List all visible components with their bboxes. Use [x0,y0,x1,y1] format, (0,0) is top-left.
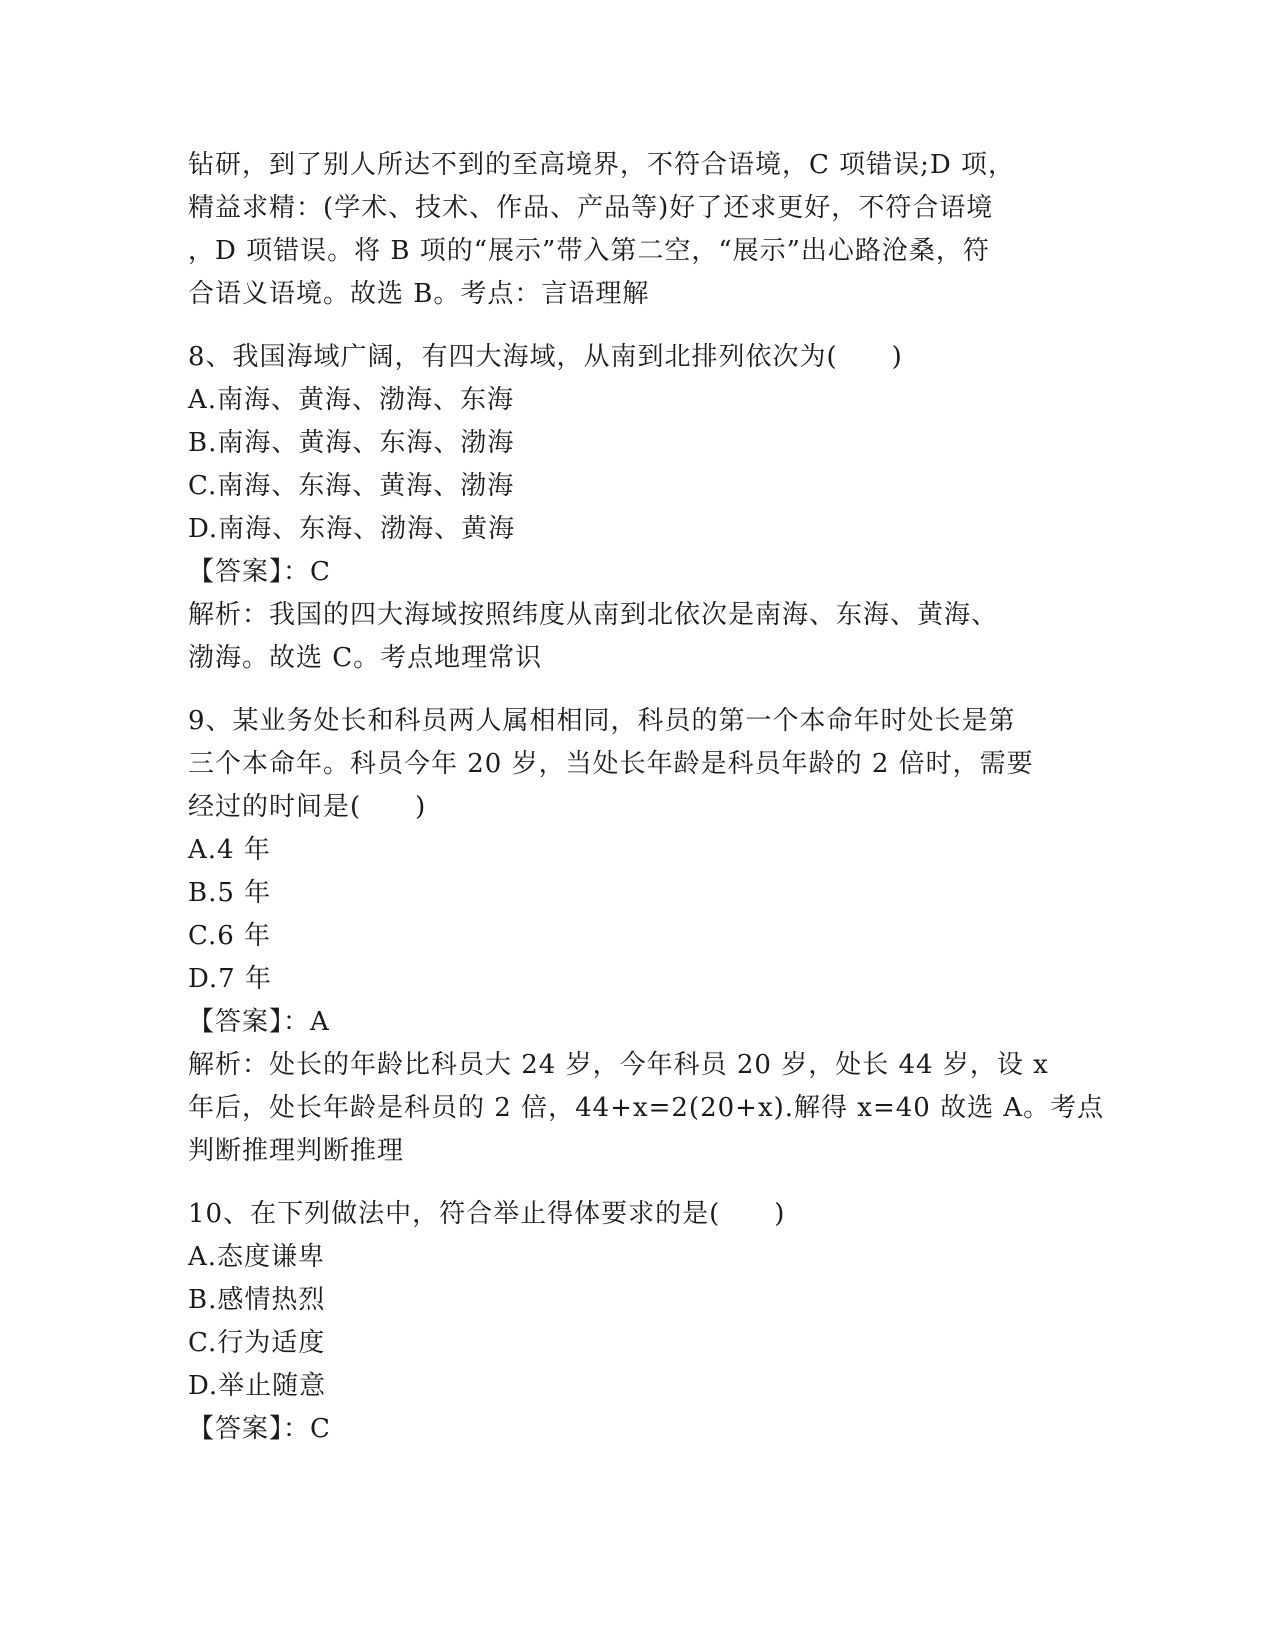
analysis-line: 渤海。故选 C。考点地理常识 [188,643,543,673]
analysis-line: 解析：我国的四大海域按照纬度从南到北依次是南海、东海、黄海、 [188,600,999,630]
option-d: D.举止随意 [188,1371,327,1401]
option-c: C.南海、东海、黄海、渤海 [188,471,515,501]
option-d: D.南海、东海、渤海、黄海 [188,514,516,544]
option-c: C.6 年 [188,921,272,951]
option-b: B.5 年 [188,878,272,908]
analysis-line: 判断推理判断推理 [188,1136,405,1166]
question-stem: 三个本命年。科员今年 20 岁，当处长年龄是科员年龄的 2 倍时，需要 [188,749,1034,779]
answer: 【答案】：A [188,1007,330,1037]
intro-analysis [188,144,1088,316]
question-stem: 8、我国海域广阔，有四大海域，从南到北排列依次为( ) [188,342,903,372]
option-d: D.7 年 [188,964,272,994]
option-a: A.态度谦卑 [188,1242,326,1272]
analysis-line: 年后，处长年龄是科员的 2 倍，44+x=2(20+x).解得 x=40 故选 A。考点 [188,1093,1105,1123]
analysis-line: 解析：处长的年龄比科员大 24 岁，今年科员 20 岁，处长 44 岁，设 x [188,1050,1049,1080]
intro-line: 钻研，到了别人所达不到的至高境界，不符合语境，C 项错误;D 项， [188,150,1016,180]
answer: 【答案】：C [188,1414,331,1444]
option-a: A.南海、黄海、渤海、东海 [188,385,515,415]
option-c: C.行为适度 [188,1328,326,1358]
option-a: A.4 年 [188,835,271,865]
option-b: B.感情热烈 [188,1285,326,1315]
question-8 [188,336,1088,680]
question-stem: 10、在下列做法中，符合举止得体要求的是( ) [188,1199,786,1229]
question-9 [188,700,1105,1173]
intro-line: 合语义语境。故选 B。考点：言语理解 [188,279,650,309]
question-10 [188,1193,1088,1451]
intro-line: ，D 项错误。将 B 项的“展示”带入第二空，“展示”出心路沧桑，符 [188,236,990,266]
intro-line: 精益求精：(学术、技术、作品、产品等)好了还求更好，不符合语境 [188,193,994,223]
answer: 【答案】：C [188,557,331,587]
document-page [188,144,1105,1451]
option-b: B.南海、黄海、东海、渤海 [188,428,515,458]
question-stem: 9、某业务处长和科员两人属相相同，科员的第一个本命年时处长是第 [188,706,1016,736]
question-stem: 经过的时间是( ) [188,792,427,822]
